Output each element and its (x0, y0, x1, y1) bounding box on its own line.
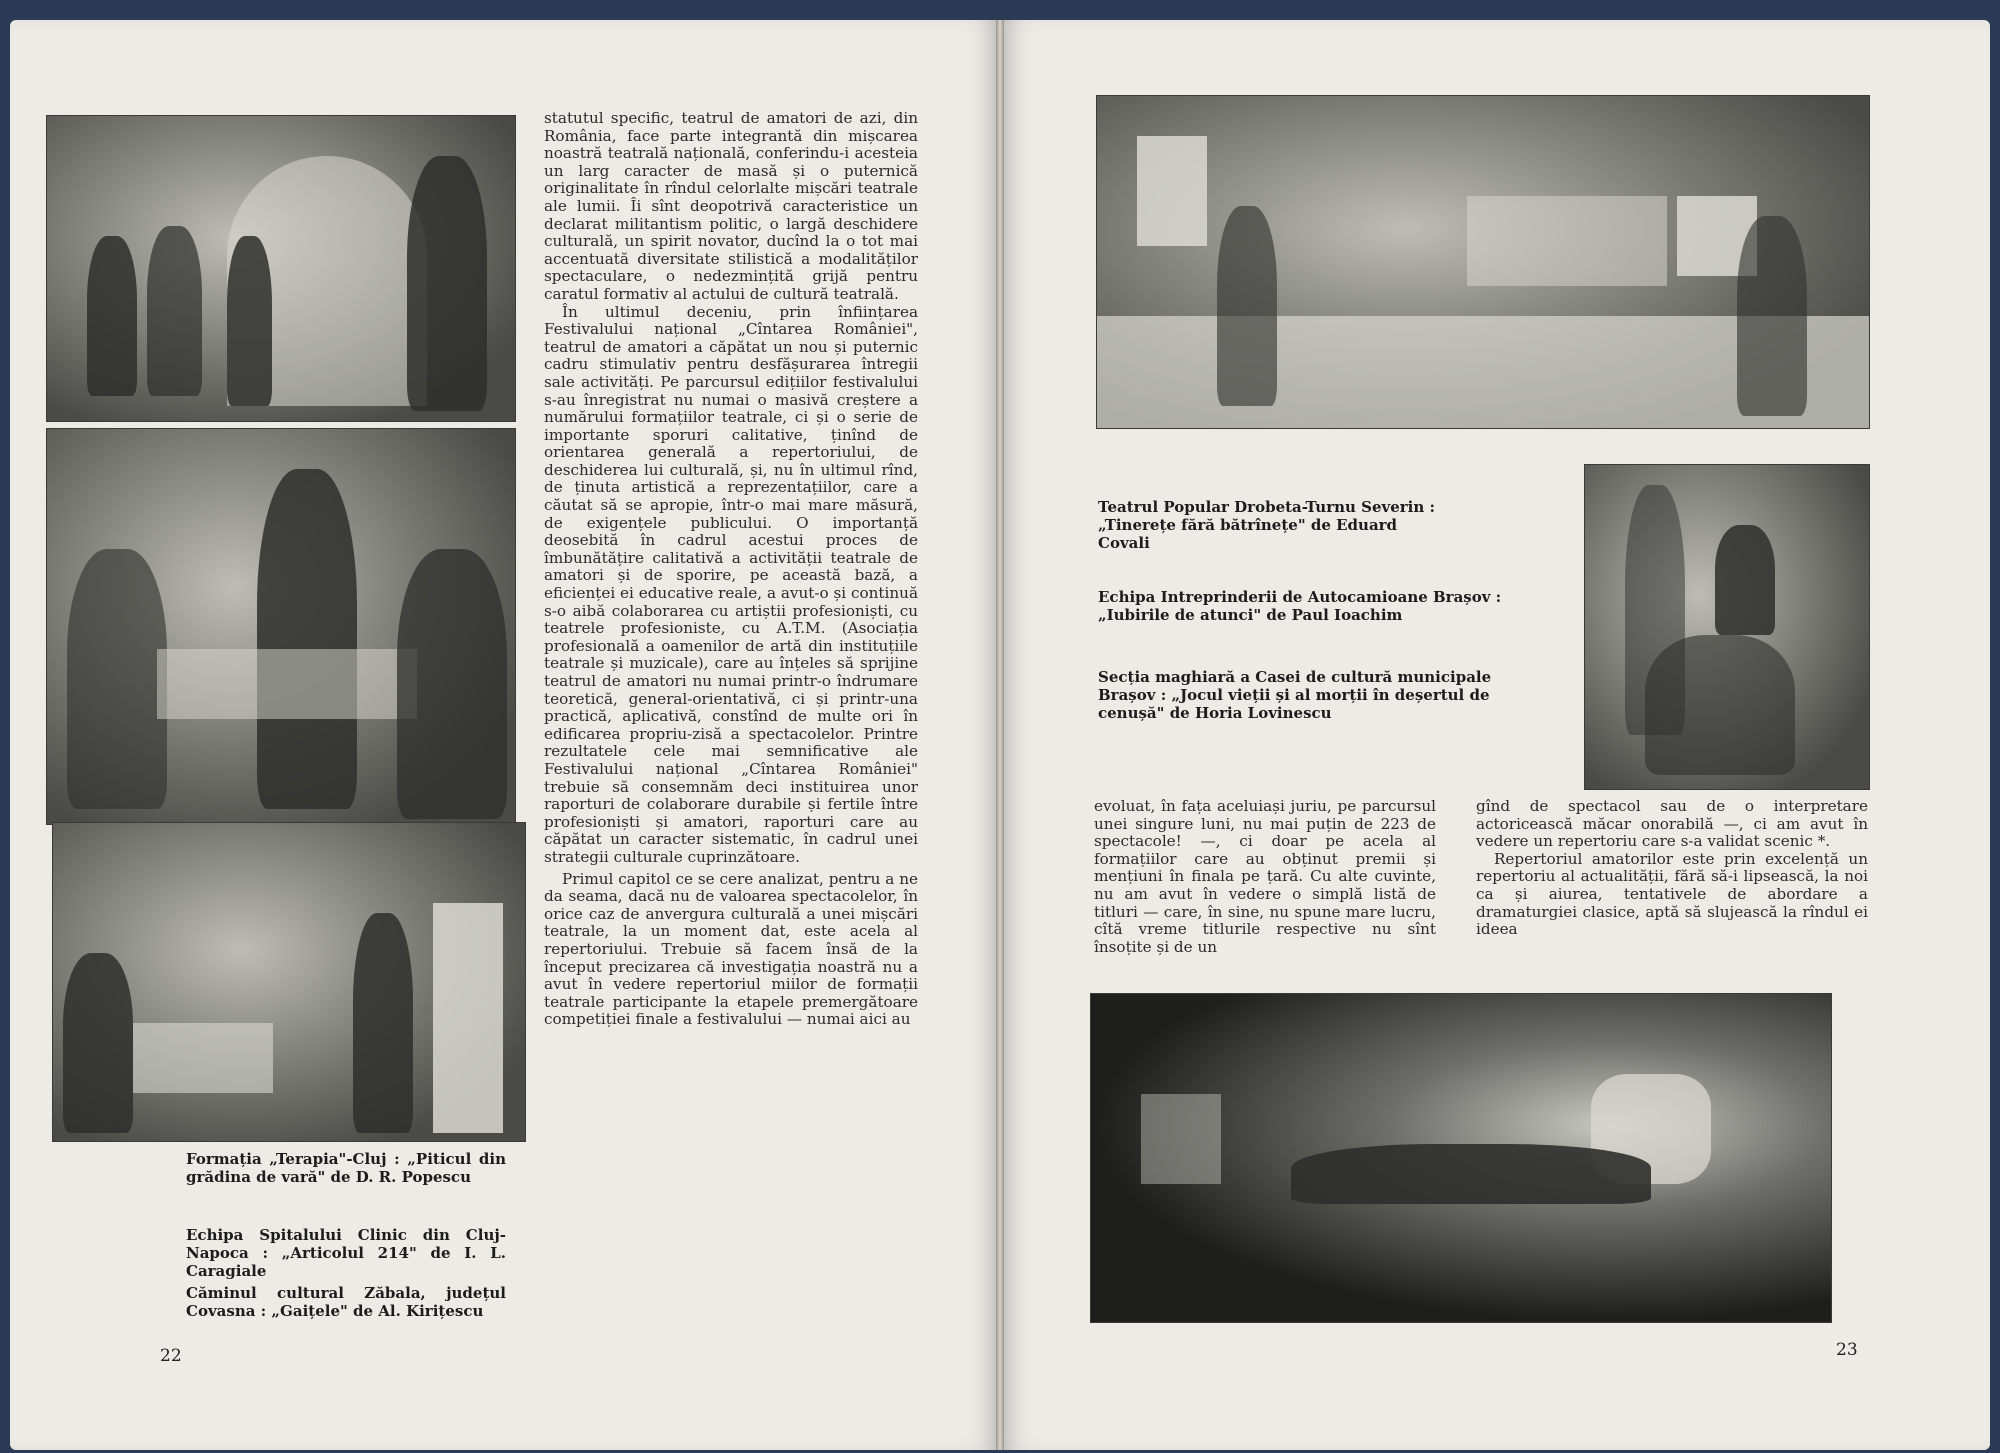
right-column-2 (1476, 798, 1868, 939)
caption-jocul-vietii: Secția maghiară a Casei de cultură municipale Brașov : „Jocul vieții și al morții în deșertul de cenușă" de Horia Lovinescu (1098, 668, 1492, 722)
left-article-column (544, 110, 918, 1029)
caption-gaitele: Căminul cultural Zăbala, județul Covasna : „Gaițele" de Al. Kirițescu (186, 1284, 506, 1320)
paragraph: evoluat, în fața aceluiași juriu, pe parcursul unei singure luni, nu mai puțin de 223 de spectacole! —, ci doar pe acela al formațiilor care au obținut premii și mențiuni în finala pe țară. Cu alte cuvinte, nu am avut în vedere o simplă listă de titluri — care, în sine, nu spune mare lucru, cîtă vreme titlurile respective nu sînt însoțite și de un (1094, 797, 1436, 956)
paragraph: statutul specific, teatrul de amatori de azi, din România, face parte integrantă din mișcarea noastră teatrală națională, conferindu-i acesteia un larg caracter de masă și o puternică originalitate în rîndul celorlalte mișcări teatrale ale lumii. Îi sînt deopotrivă caracteristice un declarat militantism politic, o largă deschidere culturală, un spirit novator, ducînd la o tot mai accentuată diversitate stilistică a modalităților spectaculare, o nedezmințită grijă pentru caratul formativ al actului de cultură teatrală. (544, 109, 918, 303)
photo-terapia-cluj (46, 115, 516, 422)
page-number: 22 (160, 1346, 182, 1366)
photo-tinerete-fara-batranete (1096, 95, 1870, 429)
paragraph: Repertoriul amatorilor este prin excelență un repertoriu al actualității, fără să-i lipsească, la noi ca și aiurea, tentativele de abordare a dramaturgiei clasice, aptă să slujească la rîndul ei ideea (1476, 849, 1868, 939)
page-number: 23 (1836, 1340, 1858, 1360)
paragraph: În ultimul deceniu, prin înființarea Festivalului național „Cîntarea României", teatrul de amatori a căpătat un nou și puternic cadru stimulativ pentru desfășurarea întregii sale activități. Pe parcursul edițiilor festivalului s-au înregistrat nu numai o masivă creștere a numărului formațiilor teatrale, ci și o serie de importante sporuri calitative, ținînd de orientarea generală a repertoriului, de deschiderea lui culturală, și, nu în ultimul rînd, de ținuta artistică a reprezentațiilor, care a căutat să se apropie, într-o mai mare măsură, de exigențele publicului. O importanță deosebită în cadrul acestui proces de îmbunătățire calitativă a activității teatrale de amatori și de sporire, pe această bază, a eficienței ei educative reale, a avut-o și continuă s-o aibă colaborarea cu artiștii profesioniști, cu teatrele profesioniste, cu A.T.M. (Asociația profesională a oamenilor de artă din instituțiile teatrale și muzicale), care au înțeles să sprijine teatrul de amatori nu numai printr-o îndrumare teoretică, general-orientativă, ci și printr-una practică, aplicativă, constînd de multe ori în edificarea propriu-zisă a spectacolelor. Printre rezultatele cele mai semnificative ale Festivalului național „Cîntarea României" trebuie să consemnăm deci instituirea unor raporturi de colaborare durabile și fertile între profesioniști și amatori, raporturi care au căpătat un caracter sistematic, în cadrul unei strategii culturale cuprinzătoare. (544, 302, 918, 866)
caption-terapia-cluj: Formația „Terapia"-Cluj : „Piticul din grădina de vară" de D. R. Popescu (186, 1150, 506, 1186)
photo-gaitele (52, 822, 526, 1142)
paragraph: gînd de spectacol sau de o interpretare actoricească măcar onorabilă —, ci am avut în vedere un repertoriu care s-a validat scenic *. (1476, 797, 1868, 851)
photo-articolul-214 (46, 428, 516, 825)
photo-iubirile-de-atunci (1584, 464, 1870, 790)
caption-tinerete: Teatrul Popular Drobeta-Turnu Severin : „Tinerețe fără bătrînețe" de Eduard Covali (1098, 498, 1436, 552)
caption-articolul-214: Echipa Spitalului Clinic din Cluj-Napoca : „Articolul 214" de I. L. Caragiale (186, 1226, 506, 1280)
caption-iubirile: Echipa Intreprinderii de Autocamioane Brașov : „Iubirile de atunci" de Paul Ioachim (1098, 588, 1502, 624)
book-spine (996, 20, 1004, 1450)
right-column-1 (1094, 798, 1436, 956)
paragraph: Primul capitol ce se cere analizat, pentru a ne da seama, dacă nu de valoarea spectacolelor, în orice caz de anvergura culturală a unei mișcări teatrale, la un moment dat, este acela al repertoriului. Trebuie să facem însă de la început precizarea că investigația noastră nu a avut în vedere repertoriul miilor de formații teatrale participante la etapele premergătoare competiției finale a festivalului — numai aici au (544, 869, 918, 1029)
photo-jocul-vietii (1090, 993, 1832, 1323)
